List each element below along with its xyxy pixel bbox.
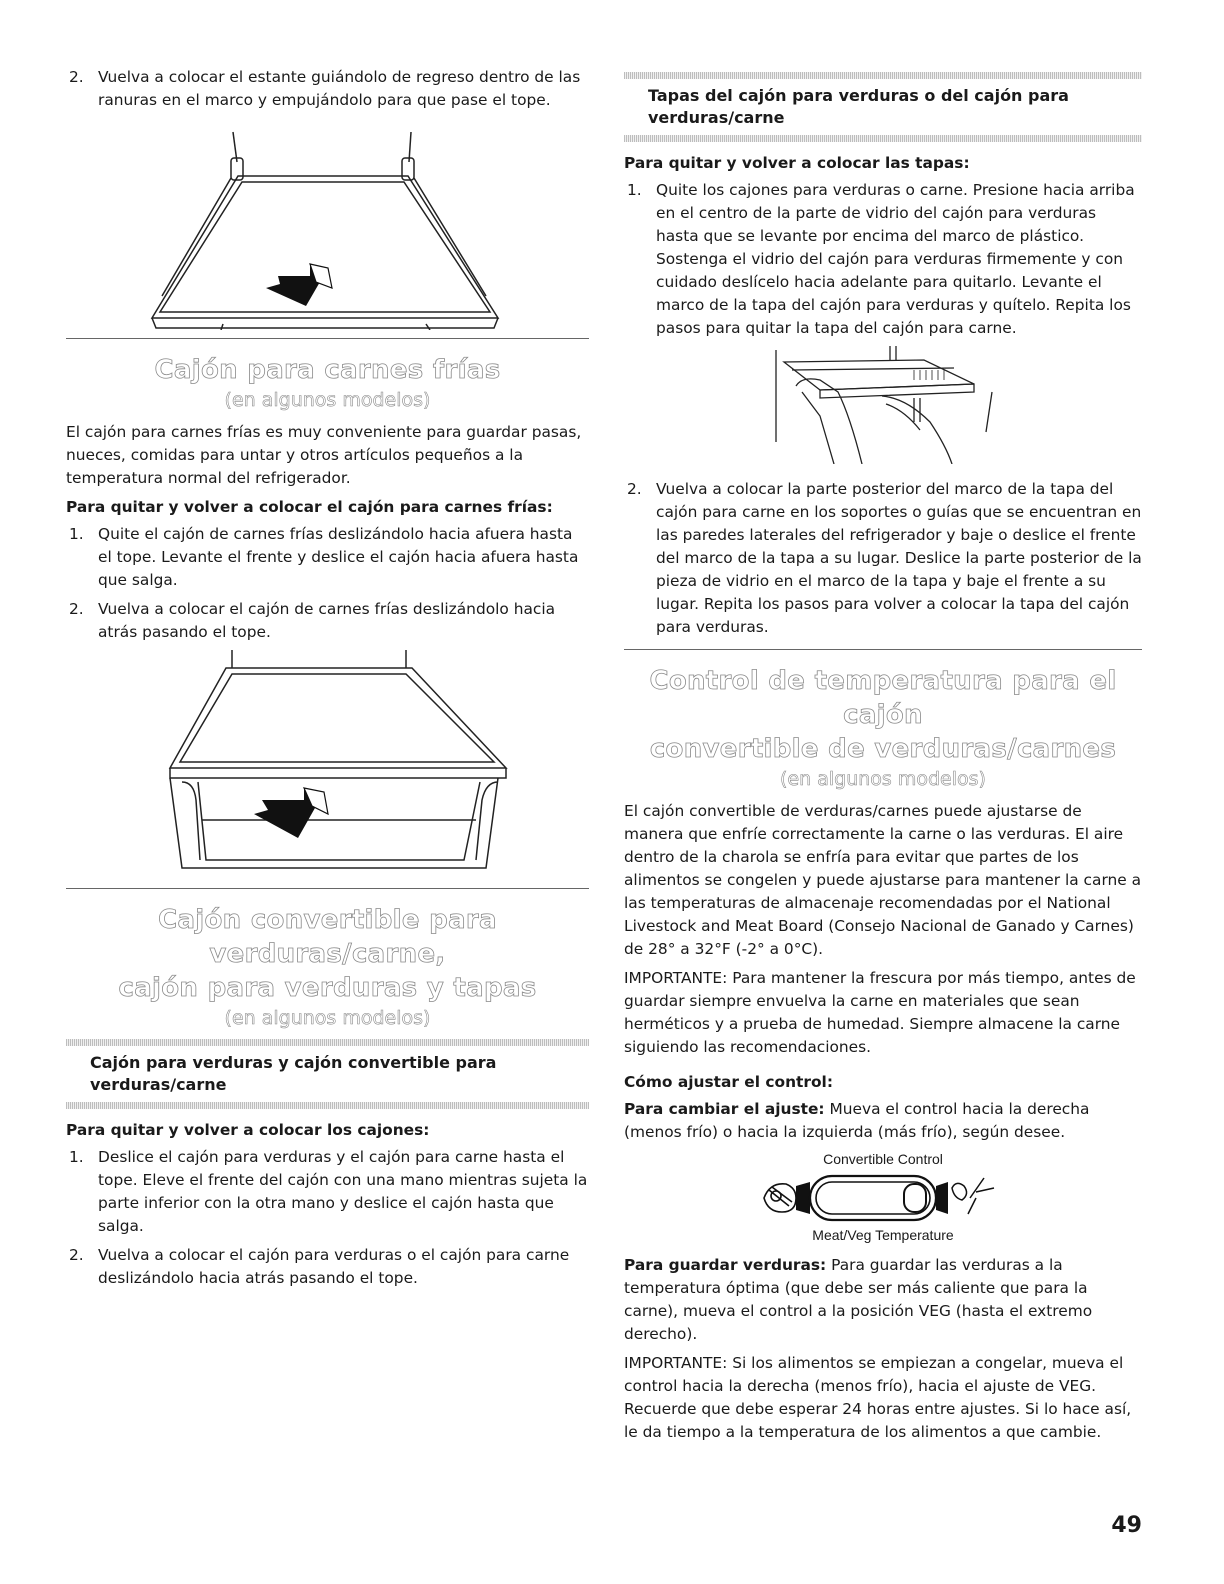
- convertible-control-slider[interactable]: [624, 1168, 1142, 1226]
- cold-meat-heading: Para quitar y volver a colocar el cajón para carnes frías:: [66, 498, 553, 516]
- control-top-label: Convertible Control: [823, 1151, 943, 1167]
- cover-removal-illustration: [624, 346, 1142, 464]
- important-2: IMPORTANTE: Si los alimentos se empiezan a congelar, mueva el control hacia la derecha (menos frío), hacia el ajuste de VEG. Recuerde que debe esperar 24 horas entre ajustes. Si lo hace así, le da tiempo a la temperatura de los alimentos a que cambie.: [624, 1354, 1132, 1441]
- drawers-step-2: 2. Vuelva a colocar el cajón para verduras o el cajón para carne deslizándolo hacia atrás pasando el tope.: [69, 1246, 570, 1287]
- drawers-steps: [66, 1146, 589, 1290]
- temp-control-important: IMPORTANTE: Para mantener la frescura por más tiempo, antes de guardar siempre envuelva la carne en materiales que sean herméticos y a prueba de humedad. Siempre almacene la carne siguiendo las recomendaciones.: [624, 969, 1136, 1056]
- temp-control-intro: El cajón convertible de verduras/carnes puede ajustarse de manera que enfríe correctamente la carne o las verduras. El aire dentro de la charola se enfría para evitar que partes de los alimentos se congelen y puede ajustarse para mantener la carne a las temperaturas de almacenaje recomendadas por el National Livestock and Meat Board (Consejo Nacional de Ganado y Carnes) de 28° a 32°F (-2° a 0°C).: [624, 802, 1142, 958]
- drawers-step-1: 1. Deslice el cajón para verduras y el cajón para carne hasta el tope. Eleve el frente del cajón con una mano mientras sujeta la parte inferior con la otra mano y deslice el cajón hasta que salga.: [69, 1148, 588, 1235]
- box-heading-bar: [624, 135, 1142, 142]
- pull-arrow-icon: [254, 788, 328, 838]
- covers-steps: [624, 179, 1142, 340]
- box-heading-bar: [66, 1039, 589, 1046]
- slider-knob: [904, 1184, 926, 1212]
- right-column: [624, 72, 1142, 1450]
- covers-step-1: 1. Quite los cajones para verduras o carne. Presione hacia arriba en el centro de la parte de vidrio del cajón para verduras hasta que se levante por encima del marco de plástico. Sostenga el vidrio del cajón para verduras firmemente y con cuidado deslícelo hacia adelante para quitarlo. Levante el marco de la tapa del cajón para verduras y quítelo. Repita los pasos para quitar la tapa del cajón para carne.: [627, 181, 1135, 337]
- drawers-heading: Para quitar y volver a colocar los cajones:: [66, 1121, 430, 1139]
- cold-meat-intro: El cajón para carnes frías es muy conveniente para guardar pasas, nueces, comidas para untar y otros artículos pequeños a la temperatura normal del refrigerador.: [66, 423, 582, 487]
- temp-control-title-line-1: Control de temperatura para el cajón: [649, 666, 1117, 730]
- covers-steps-cont: [624, 478, 1142, 639]
- temp-control-subtitle: (en algunos modelos): [780, 768, 986, 790]
- left-column: [66, 66, 589, 1296]
- divider: [66, 888, 589, 889]
- covers-box-heading: Tapas del cajón para verduras o del cajón para verduras/carne: [648, 86, 1069, 127]
- covers-step-2: 2. Vuelva a colocar la parte posterior del marco de la tapa del cajón para carne en los soportes o guías que se encuentran en las paredes laterales del refrigerador y baje o deslice el frente del marco de la tapa a su lugar. Deslice la parte posterior de la pieza de vidrio en el marco de la tapa y baje el frente a su lugar. Repita los pasos para volver a colocar la tapa del cajón para verduras.: [627, 480, 1142, 636]
- convertible-subtitle: (en algunos modelos): [224, 1007, 431, 1029]
- cold-meat-step-1: 1. Quite el cajón de carnes frías deslizándolo hacia afuera hasta el tope. Levante el frente y deslice el cajón hacia afuera hasta que salga.: [69, 525, 579, 589]
- adjust-heading: Cómo ajustar el control:: [624, 1073, 833, 1091]
- convertible-box-heading: Cajón para verduras y cajón convertible para verduras/carne: [90, 1053, 497, 1094]
- change-setting-paragraph: Para cambiar el ajuste: Mueva el control hacia la derecha (menos frío) o hacia la izquierda (más frío), según desee.: [624, 1100, 1090, 1141]
- shelf-step-2: 2. Vuelva a colocar el estante guiándolo de regreso dentro de las ranuras en el marco y empujándolo para que pase el tope.: [69, 68, 581, 109]
- store-veg-paragraph: Para guardar verduras: Para guardar las verduras a la temperatura óptima (que debe ser más caliente que para la carne), mueva el control a la posición VEG (hasta el extremo derecho).: [624, 1256, 1093, 1343]
- cold-meat-step-2: 2. Vuelva a colocar el cajón de carnes frías deslizándolo hacia atrás pasando el tope.: [69, 600, 556, 641]
- page-number: 49: [1111, 1513, 1142, 1538]
- control-bottom-label: Meat/Veg Temperature: [812, 1227, 954, 1243]
- convertible-control: [624, 1150, 1142, 1244]
- push-arrow-icon: [266, 264, 332, 306]
- cold-meat-subtitle: (en algunos modelos): [224, 389, 431, 411]
- box-heading-bar: [624, 72, 1142, 79]
- cold-meat-title: Cajón para carnes frías: [154, 355, 501, 385]
- shelf-steps: [66, 66, 589, 112]
- vegetable-icon: [952, 1178, 994, 1214]
- meat-icon: [764, 1184, 796, 1212]
- convertible-title-line-1: Cajón convertible para verduras/carne,: [158, 905, 497, 969]
- divider: [66, 338, 589, 339]
- cold-meat-drawer-illustration: [66, 650, 589, 878]
- shelf-illustration: [66, 118, 589, 330]
- cold-meat-steps: [66, 523, 589, 644]
- convertible-title-line-2: cajón para verduras y tapas: [118, 973, 537, 1003]
- temp-control-title-line-2: convertible de verduras/carnes: [649, 734, 1117, 764]
- divider: [624, 649, 1142, 650]
- covers-heading: Para quitar y volver a colocar las tapas:: [624, 154, 970, 172]
- box-heading-bar: [66, 1102, 589, 1109]
